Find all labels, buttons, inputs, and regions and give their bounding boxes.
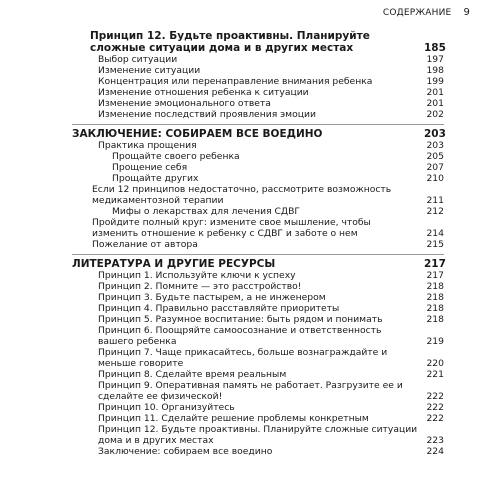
toc-page-number: 218 xyxy=(426,281,444,292)
toc-entry[interactable] xyxy=(72,140,444,151)
toc-heading-text: ЛИТЕРАТУРА И ДРУГИЕ РЕСУРСЫ xyxy=(72,258,276,270)
toc-entry[interactable] xyxy=(72,151,444,162)
toc-entry-text: Принцип 7. Чаще прикасайтесь, больше вознаграждайте и меньше говорите xyxy=(98,347,388,369)
toc-page-number: 214 xyxy=(426,228,444,239)
toc-page-number: 218 xyxy=(426,303,444,314)
toc-entry[interactable] xyxy=(72,402,444,413)
running-head-title: СОДЕРЖАНИЕ xyxy=(382,8,452,18)
toc-page-number: 223 xyxy=(426,435,444,446)
toc-page-number: 198 xyxy=(426,65,444,76)
toc-page-number: 211 xyxy=(426,195,444,206)
toc-page-number: 222 xyxy=(426,402,444,413)
page-number: 9 xyxy=(463,7,470,18)
toc-page-number: 218 xyxy=(426,314,444,325)
toc-heading[interactable] xyxy=(72,128,444,140)
toc-entry-text: Выбор ситуации xyxy=(98,54,178,65)
toc-entry-text: Принцип 6. Поощряйте самоосознание и ответственность вашего ребенка xyxy=(98,325,382,347)
toc-entry-text: Принцип 8. Сделайте время реальным xyxy=(98,369,287,380)
toc-entry[interactable] xyxy=(72,314,444,325)
toc-page-number: 201 xyxy=(426,87,444,98)
toc-entry[interactable] xyxy=(72,369,444,380)
toc-entry[interactable] xyxy=(72,303,444,314)
toc-page-number: 219 xyxy=(426,336,444,347)
toc-entry[interactable] xyxy=(72,76,444,87)
toc-entry[interactable] xyxy=(72,446,444,457)
toc-entry[interactable] xyxy=(72,239,444,250)
toc-entry-text: Практика прощения xyxy=(98,140,197,151)
toc-page-number: 221 xyxy=(426,369,444,380)
toc-page-number: 215 xyxy=(426,239,444,250)
section-divider xyxy=(72,254,444,255)
toc-page-number: 203 xyxy=(424,128,446,140)
toc-entry-text: Принцип 10. Организуйтесь xyxy=(98,402,235,413)
toc-heading-text: ЗАКЛЮЧЕНИЕ: СОБИРАЕМ ВСЕ ВОЕДИНО xyxy=(72,128,323,140)
table-of-contents xyxy=(72,28,444,457)
toc-entry[interactable] xyxy=(72,87,444,98)
toc-entry-text: Принцип 11. Сделайте решение проблемы конкретным xyxy=(98,413,369,424)
toc-entry[interactable] xyxy=(72,380,444,402)
toc-entry-text: Изменение отношения ребенка к ситуации xyxy=(98,87,309,98)
toc-page-number: 199 xyxy=(426,76,444,87)
toc-page-number: 185 xyxy=(424,42,446,54)
toc-entry-text: Принцип 2. Помните — это расстройство! xyxy=(98,281,302,292)
toc-entry[interactable] xyxy=(72,347,444,369)
toc-entry-text: Принцип 3. Будьте пастырем, а не инженером xyxy=(98,292,326,303)
toc-entry[interactable] xyxy=(72,173,444,184)
toc-entry[interactable] xyxy=(72,270,444,281)
toc-entry-text: Прощайте других xyxy=(112,173,199,184)
toc-page-number: 212 xyxy=(426,206,444,217)
toc-entry[interactable] xyxy=(72,424,444,446)
toc-page-number: 210 xyxy=(426,173,444,184)
toc-page-number: 217 xyxy=(426,270,444,281)
toc-page-number: 222 xyxy=(426,413,444,424)
toc-page-number: 203 xyxy=(426,140,444,151)
toc-page-number: 217 xyxy=(424,258,446,270)
toc-page-number: 205 xyxy=(426,151,444,162)
toc-entry-text: Прощение себя xyxy=(112,162,188,173)
toc-page-number: 220 xyxy=(426,358,444,369)
toc-heading-text: Принцип 12. Будьте проактивны. Планируйте сложные ситуации дома и в других местах xyxy=(90,30,370,54)
toc-page-number: 202 xyxy=(426,109,444,120)
toc-page-number: 224 xyxy=(426,446,444,457)
toc-page-number: 207 xyxy=(426,162,444,173)
toc-entry-text: Концентрация или перенаправление внимания ребенка xyxy=(98,76,373,87)
toc-entry[interactable] xyxy=(72,184,444,206)
toc-entry[interactable] xyxy=(72,281,444,292)
toc-page-number: 201 xyxy=(426,98,444,109)
toc-entry[interactable] xyxy=(72,98,444,109)
toc-heading[interactable] xyxy=(72,258,444,270)
toc-entry-text: Принцип 12. Будьте проактивны. Планируйте сложные ситуации дома и в других местах xyxy=(98,424,418,446)
toc-entry-text: Пожелание от автора xyxy=(92,239,198,250)
toc-entry-text: Изменение эмоционального ответа xyxy=(98,98,271,109)
toc-entry-text: Если 12 принципов недостаточно, рассмотрите возможность медикаментозной терапии xyxy=(92,184,392,206)
toc-page-number: 197 xyxy=(426,54,444,65)
toc-entry[interactable] xyxy=(72,292,444,303)
toc-entry-text: Принцип 5. Разумное воспитание: быть рядом и понимать xyxy=(98,314,383,325)
section-divider xyxy=(72,124,444,125)
toc-entry-text: Пройдите полный круг: измените свое мышление, чтобы изменить отношение к ребенку с СДВГ и заботе о нем xyxy=(92,217,371,239)
toc-entry[interactable] xyxy=(72,65,444,76)
toc-entry-text: Принцип 4. Правильно расставляйте приоритеты xyxy=(98,303,340,314)
toc-entry[interactable] xyxy=(72,206,444,217)
toc-entry-text: Мифы о лекарствах для лечения СДВГ xyxy=(112,206,301,217)
toc-page-number: 218 xyxy=(426,292,444,303)
toc-page-number: 222 xyxy=(426,391,444,402)
toc-entry[interactable] xyxy=(72,413,444,424)
toc-entry-text: Изменение ситуации xyxy=(98,65,201,76)
toc-entry-text: Прощайте своего ребенка xyxy=(112,151,240,162)
toc-entry-text: Принцип 9. Оперативная память не работает. Разгрузите ее и сделайте ее физической! xyxy=(98,380,403,402)
toc-entry-text: Изменение последствий проявления эмоции xyxy=(98,109,316,120)
toc-heading[interactable] xyxy=(72,30,444,54)
toc-entry[interactable] xyxy=(72,54,444,65)
toc-entry[interactable] xyxy=(72,162,444,173)
running-head xyxy=(383,7,470,18)
toc-entry-text: Заключение: собираем все воедино xyxy=(98,446,273,457)
toc-entry[interactable] xyxy=(72,109,444,120)
toc-entry-text: Принцип 1. Используйте ключи к успеху xyxy=(98,270,296,281)
toc-entry[interactable] xyxy=(72,217,444,239)
toc-entry[interactable] xyxy=(72,325,444,347)
